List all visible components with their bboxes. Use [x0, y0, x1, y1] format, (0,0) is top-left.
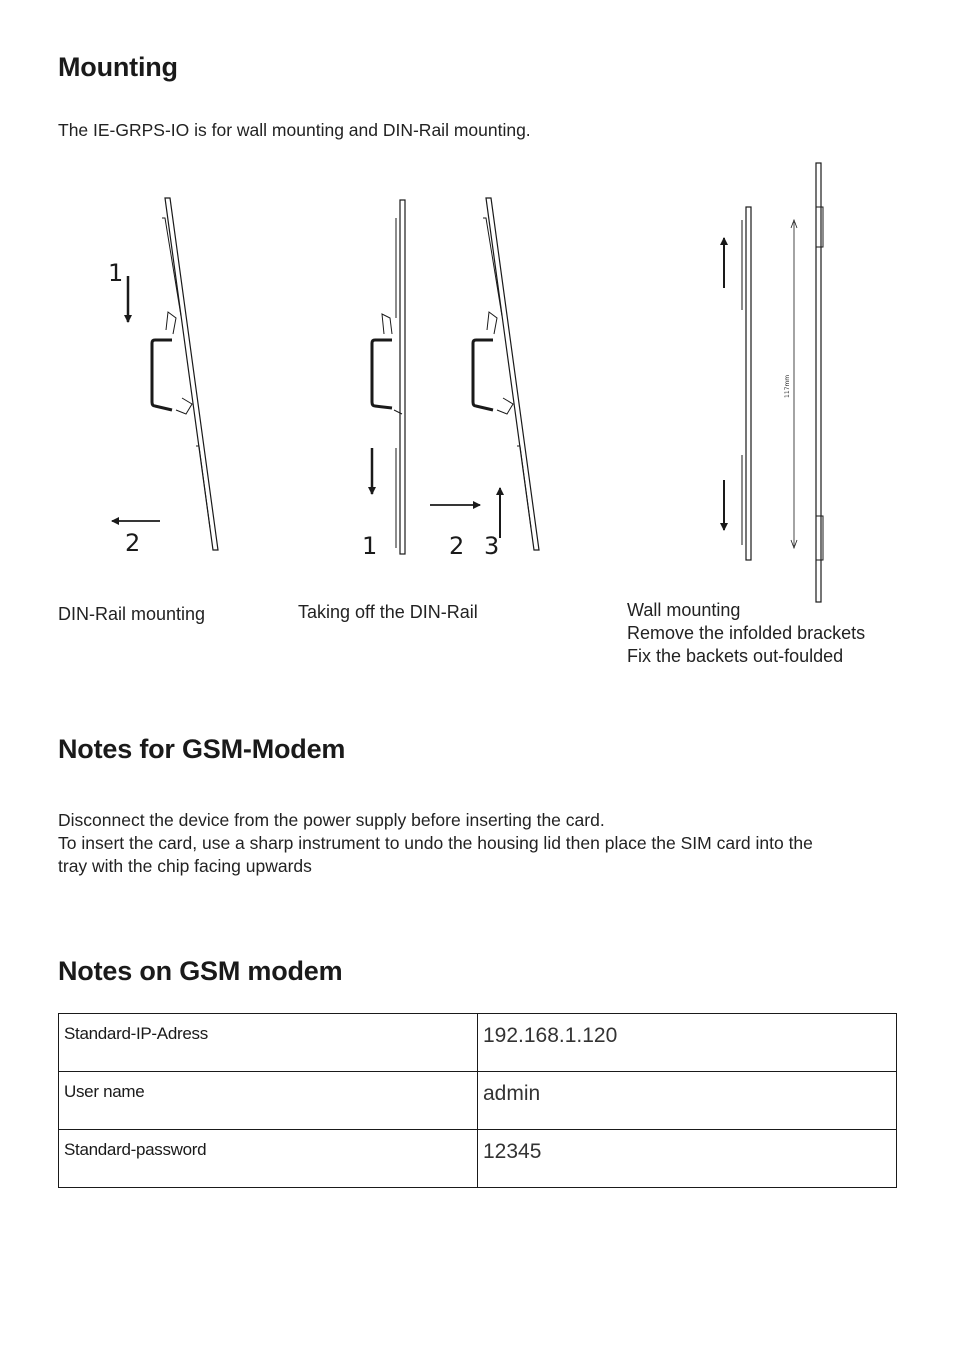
gsm-notes-line: To insert the card, use a sharp instrument to undo the housing lid then place the SIM card into the	[58, 833, 813, 853]
wall-mounting-caption	[627, 599, 865, 668]
password-label: Standard-password	[59, 1130, 478, 1188]
ip-address-label: Standard-IP-Adress	[59, 1014, 478, 1072]
table-row	[59, 1072, 897, 1130]
taking-off-step-1-label: 1	[362, 532, 378, 560]
table-row	[59, 1014, 897, 1072]
gsm-modem-heading: Notes on GSM modem	[58, 956, 343, 986]
gsm-notes-heading: Notes for GSM-Modem	[58, 734, 346, 764]
din-step-2-label: 2	[125, 529, 141, 557]
wall-caption-line: Remove the infolded brackets	[627, 623, 866, 643]
mounting-illustrations	[0, 150, 954, 610]
gsm-notes-line: tray with the chip facing upwards	[58, 856, 312, 876]
gsm-settings-table	[58, 1013, 897, 1188]
taking-off-caption: Taking off the DIN-Rail	[298, 602, 478, 622]
wall-caption-line: Wall mounting	[627, 600, 741, 620]
table-row	[59, 1130, 897, 1188]
user-name-label: User name	[59, 1072, 478, 1130]
user-name-value: admin	[478, 1072, 897, 1130]
din-rail-mounting-figure	[112, 198, 218, 550]
wall-mounting-figure	[724, 163, 823, 602]
gsm-notes-line: Disconnect the device from the power supply before inserting the card.	[58, 810, 605, 830]
din-step-1-label: 1	[108, 259, 124, 287]
wall-caption-line: Fix the backets out-foulded	[627, 646, 844, 666]
taking-off-step-2-label: 2	[449, 532, 465, 560]
taking-off-figure-b	[430, 198, 539, 550]
password-value: 12345	[478, 1130, 897, 1188]
taking-off-figure-a	[372, 200, 405, 554]
mounting-intro: The IE-GRPS-IO is for wall mounting and DIN-Rail mounting.	[58, 120, 531, 140]
taking-off-step-3-label: 3	[484, 532, 500, 560]
wall-dimension-label: 117mm	[784, 374, 791, 398]
din-rail-caption: DIN-Rail mounting	[58, 604, 206, 624]
gsm-notes-text	[58, 809, 813, 878]
ip-address-value: 192.168.1.120	[478, 1014, 897, 1072]
mounting-heading: Mounting	[58, 52, 178, 82]
